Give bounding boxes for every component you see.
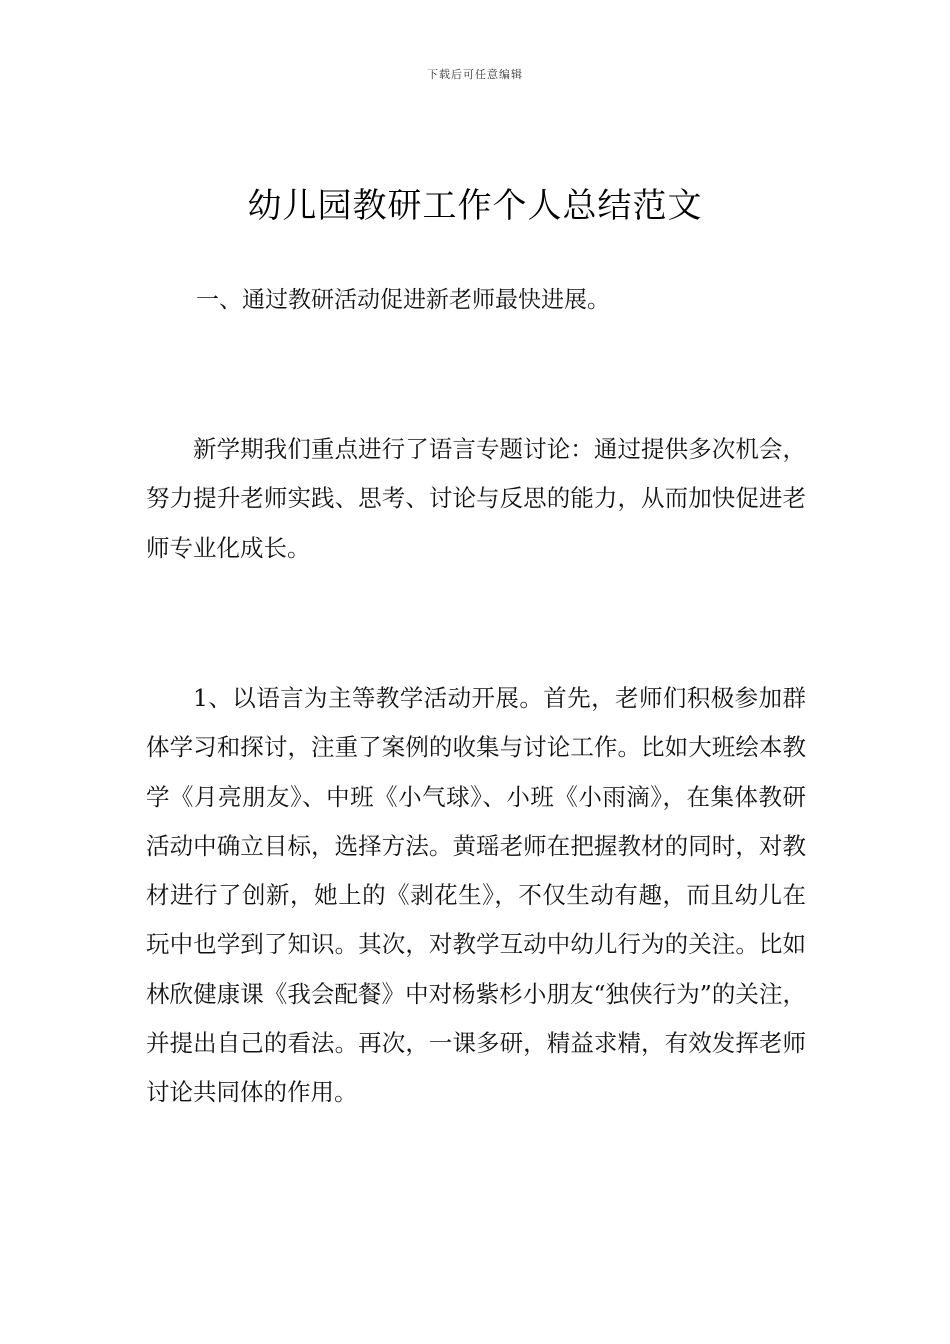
section-heading: 一、通过教研活动促进新老师最快进展。 — [196, 287, 610, 313]
paragraph-item-1: 1、以语言为主等教学活动开展。首先，老师们积极参加群体学习和探讨，注重了案例的收集与讨论工作。比如大班绘本教学《月亮朋友》、中班《小气球》、小班《小雨滴》，在集体教研活动中确立目标，选择方法。黄瑶老师在把握教材的同时，对教材进行了创新，她上的《剥花生》，不仅生动有趣，而且幼儿在玩中也学到了知识。其次，对教学互动中幼儿行为的关注。比如林欣健康课《我会配餐》中对杨紫杉小朋友“独侠行为”的关注，并提出自己的看法。再次，一课多研，精益求精，有效发挥老师讨论共同体的作用。 — [146, 684, 806, 1107]
page-header-note: 下载后可任意编辑 — [427, 68, 523, 81]
paragraph-intro: 新学期我们重点进行了语言专题讨论：通过提供多次机会，努力提升老师实践、思考、讨论与反思的能力，从而加快促进老师专业化成长。 — [146, 435, 806, 562]
document-title: 幼儿园教研工作个人总结范文 — [247, 186, 703, 226]
